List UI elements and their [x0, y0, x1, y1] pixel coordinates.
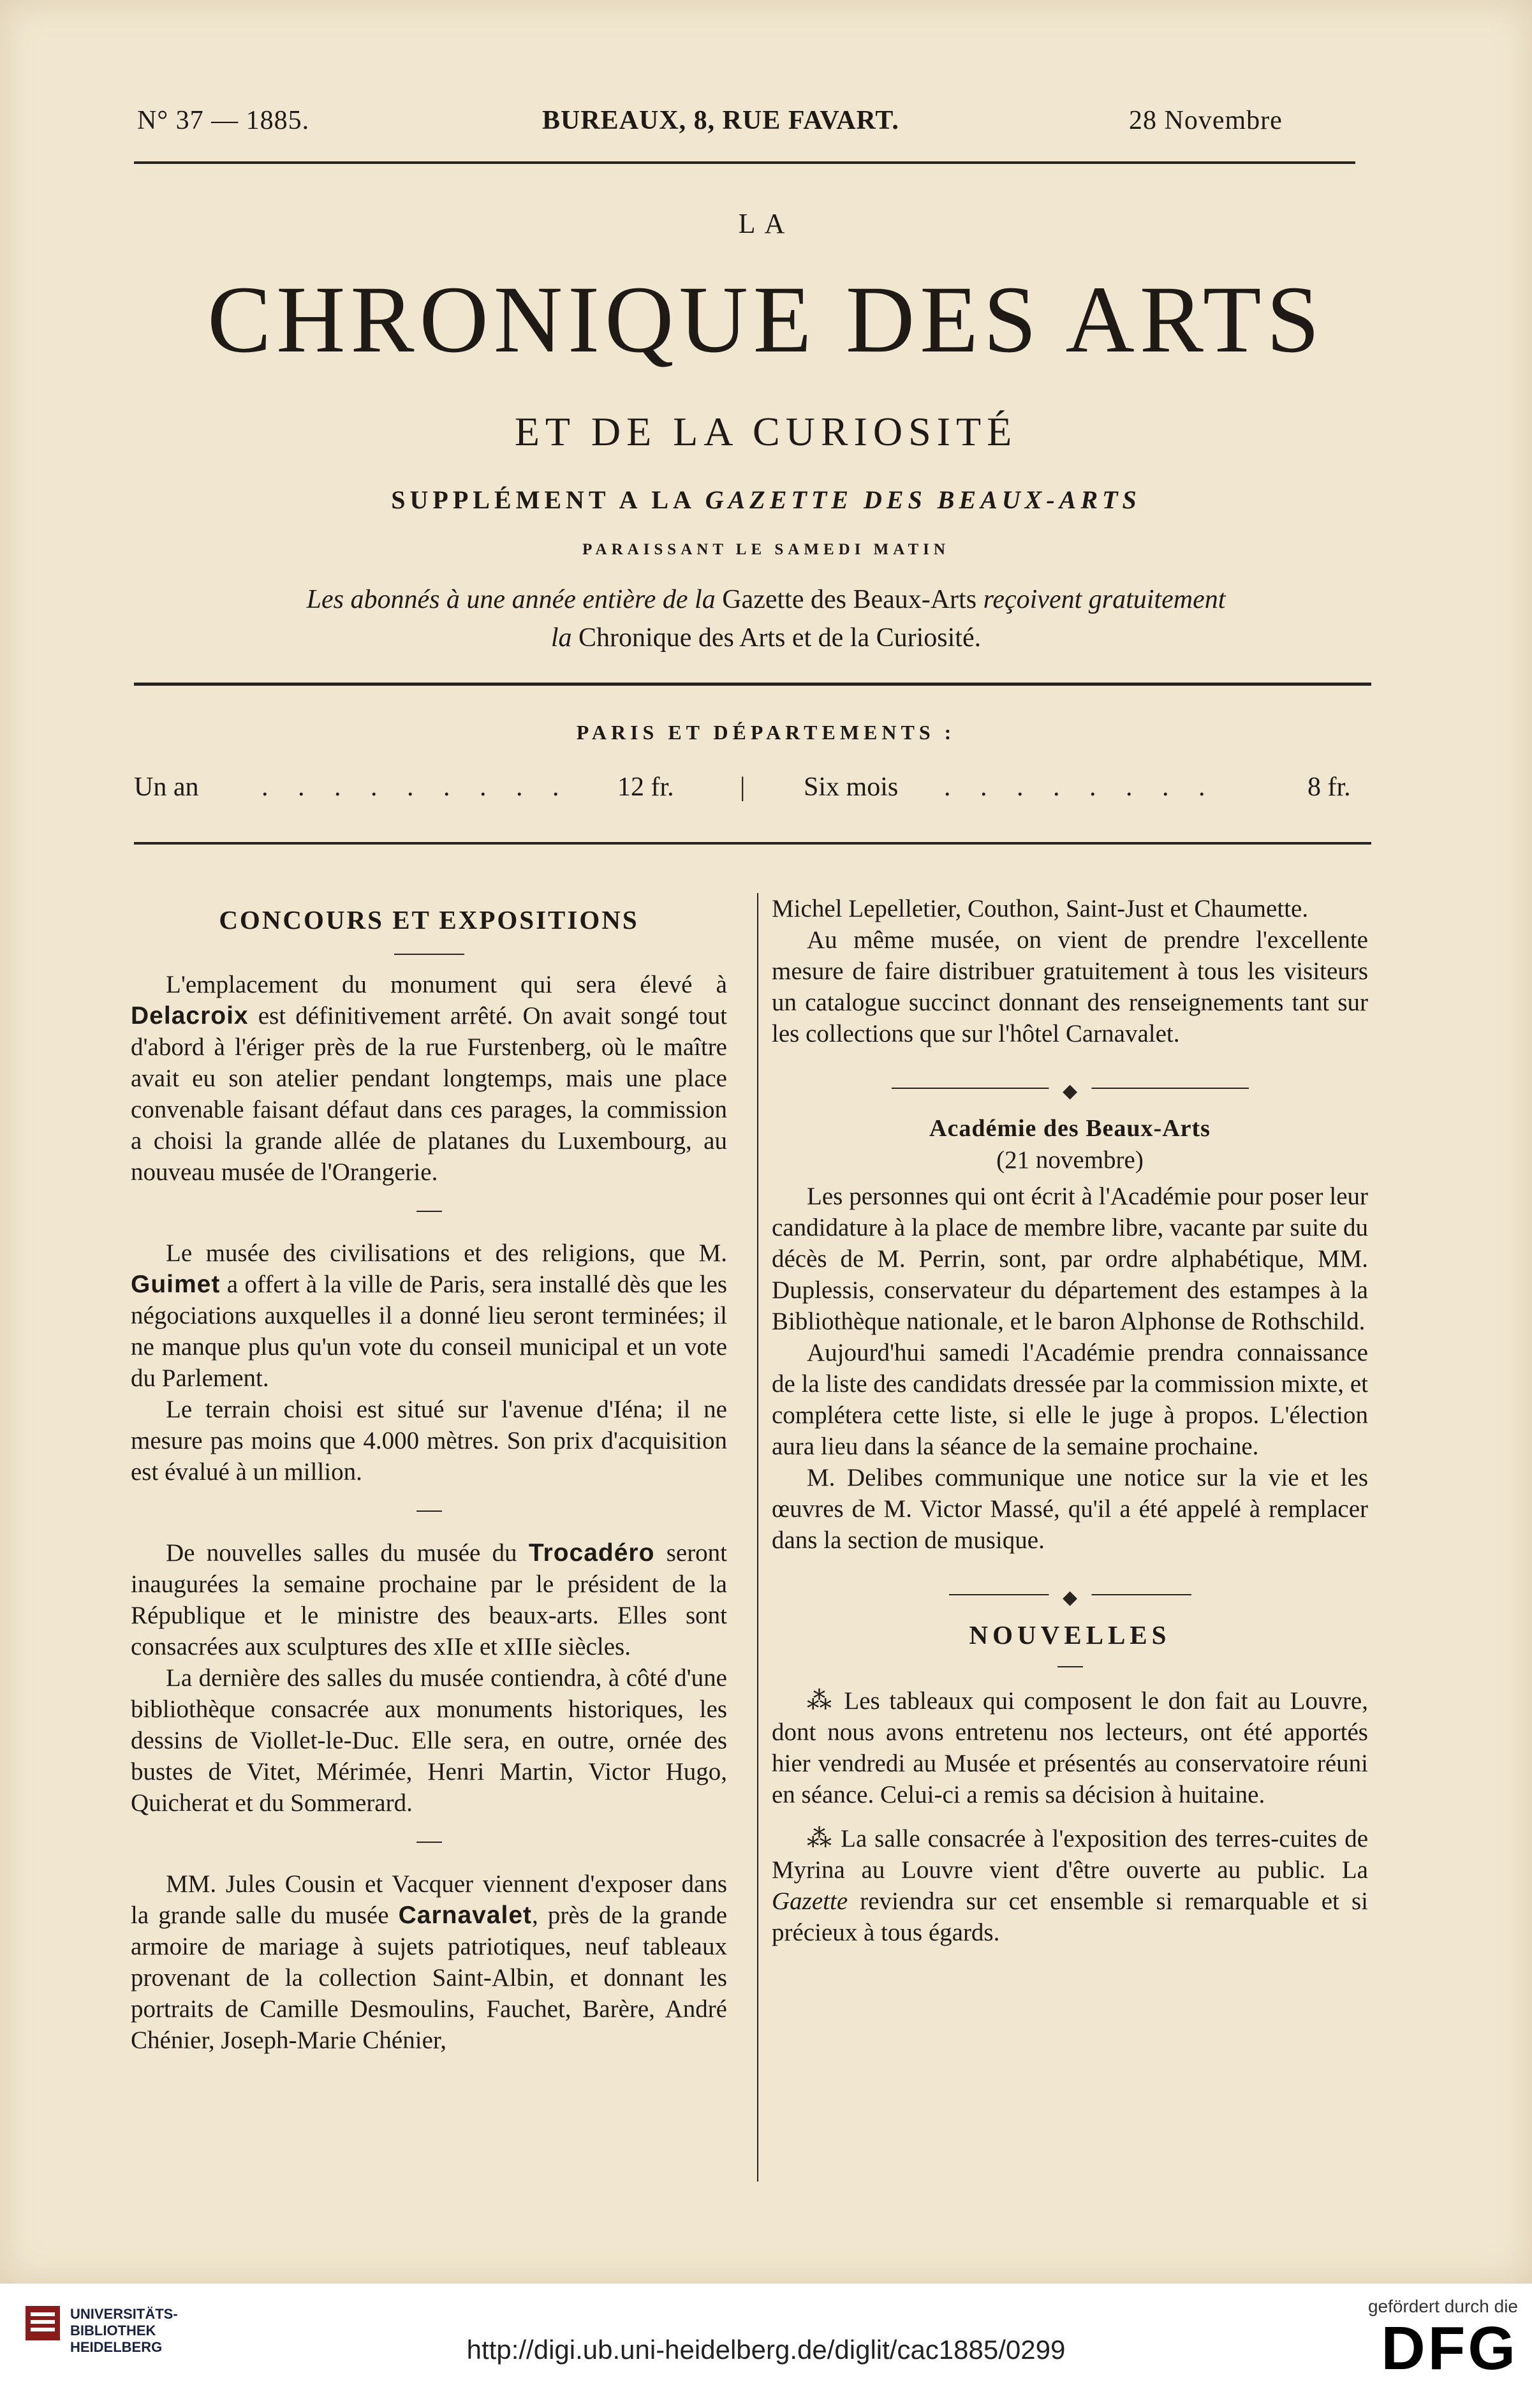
subscription-rule [134, 842, 1371, 845]
source-url-link[interactable]: http://digi.ub.uni-heidelberg.de/diglit/cac1885/0299 [466, 2335, 1066, 2365]
price-separator: | [740, 772, 746, 802]
text-run: seront inaugurées la semaine prochaine par le président de la République et le ministre des beaux-arts. Elles sont consacrées aux sculptures des xIIe et xIIIe siècles. [131, 1539, 728, 1660]
year-dots: . . . . . . . . . [261, 772, 571, 802]
supplement-prefix: SUPPLÉMENT A LA [391, 485, 695, 514]
paragraph-continuation: Michel Lepelletier, Couthon, Saint-Just et Chaumette. [772, 895, 1309, 922]
six-months-dots: . . . . . . . . [944, 772, 1217, 802]
paragraph-delibes: M. Delibes communique une notice sur la vie et les œuvres de M. Victor Massé, qu'il a été appelé à remplacer dans la section de musique. [772, 1464, 1368, 1554]
masthead-frequency: PARAISSANT LE SAMEDI MATIN [582, 541, 950, 558]
header-rule [134, 161, 1355, 164]
subscription-heading: PARIS ET DÉPARTEMENTS : [576, 721, 956, 744]
ornament-divider [892, 1081, 1249, 1095]
dfg-logo-text: DFG [1381, 2314, 1518, 2382]
library-line1: UNIVERSITÄTS- [70, 2306, 178, 2322]
paragraph-myrina [772, 1823, 1368, 1948]
masthead-supplement [0, 485, 1532, 515]
paragraph-trocadero [131, 1537, 727, 1662]
six-months-label: Six mois [804, 772, 899, 802]
separator-dash [416, 1211, 442, 1212]
text-run: MM. Jules Cousin et Vacquer viennent d'exposer dans la grande salle du musée [131, 1870, 727, 1929]
year-price: 12 fr. [617, 772, 674, 802]
name-carnavalet: Carnavalet [398, 1902, 533, 1929]
paragraph-louvre-don: ⁂ Les tableaux qui composent le don fait au Louvre, dont nous avons entretenu nos lecteurs, ont été apportés hier vendredi au Musée et présentés au conservatoire réuni en séance. Celui-ci a remis sa décision à huitaine. [772, 1687, 1368, 1808]
paragraph-delacroix [131, 969, 727, 1188]
name-delacroix: Delacroix [131, 1002, 249, 1030]
separator-dash [416, 1511, 442, 1512]
paragraph-carnavalet [131, 1868, 727, 2056]
name-trocadero: Trocadéro [528, 1539, 655, 1567]
text-run: a offert à la ville de Paris, sera installé dès que les négociations auxquelles il a donné lieu seront terminées; il ne manque plus qu'un vote du conseil municipal et un vote du Parlement. [131, 1271, 727, 1392]
paragraph-candidatures: Les personnes qui ont écrit à l'Académie pour poser leur candidature à la place de membre libre, vacante par suite du décès de M. Perrin, sont, par ordre alphabétique, MM. Duplessis, conservateur du département des estampes à la Bibliothèque nationale, et le baron Alphonse de Rothschild. [772, 1183, 1368, 1335]
issue-number: N° 37 — 1885. [137, 106, 310, 135]
paragraph-terrain: Le terrain choisi est situé sur l'avenue d'Iéna; il ne mesure pas moins que 4.000 mètres. Son prix d'acquisition est évalué à un million. [131, 1396, 727, 1486]
text-run: reviendra sur cet ensemble si remarquable et si précieux à tous égards. [772, 1887, 1369, 1946]
paragraph-guimet [131, 1237, 727, 1394]
left-column [131, 893, 727, 2056]
text-run: Le musée des civilisations et des religions, que M. [166, 1239, 727, 1267]
year-label: Un an [134, 772, 199, 802]
paragraph-catalogue: Au même musée, on vient de prendre l'excellente mesure de faire distribuer gratuitement à tous les visiteurs un catalogue succinct donnant des renseignements tant sur les collections que sur l'hôtel Carnavalet. [772, 926, 1368, 1047]
text-run: De nouvelles salles du musée du [166, 1539, 517, 1567]
masthead-subtitle: ET DE LA CURIOSITÉ [514, 409, 1018, 454]
note-line2-b: Chronique des Arts et de la Curiosité. [578, 623, 982, 653]
section-title-concours: CONCOURS ET EXPOSITIONS [219, 905, 639, 934]
office-address: BUREAUX, 8, RUE FAVART. [542, 106, 899, 135]
text-run: , près de la grande armoire de mariage à sujets patriotiques, neuf tableaux provenant de la collection Saint-Albin, et donnant les portraits de Camille Desmoulins, Fauchet, Barère, André Chénier, Joseph-Marie Chénier, [131, 1902, 727, 2054]
masthead-article: LA [738, 208, 794, 239]
right-column [772, 893, 1368, 1948]
masthead-title: CHRONIQUE DES ARTS [207, 267, 1325, 373]
supplement-journal: GAZETTE DES BEAUX-ARTS [705, 485, 1141, 514]
section-title-nouvelles: NOUVELLES [969, 1620, 1171, 1650]
text-run: est définitivement arrêté. On avait songé tout d'abord à l'ériger près de la rue Furstenberg, où le maître avait eu son atelier pendant longtemps, mais une place convenable faisant défaut dans ces parages, la commission a choisi la grande allée de platanes du Luxembourg, au nouveau musée de l'Orangerie. [131, 1002, 728, 1186]
paragraph-salles: La dernière des salles du musée contiendra, à côté d'une bibliothèque consacrée aux monuments historiques, les dessins de Viollet-le-Duc. Elle sera, en outre, ornée des bustes de Vitet, Mérimée, Henri Martin, Victor Hugo, Quicherat et du Sommerard. [131, 1664, 727, 1817]
six-months-price: 8 fr. [1307, 772, 1351, 802]
funder-logo[interactable] [1314, 2296, 1518, 2381]
separator-dash [416, 1842, 442, 1843]
ornament-divider [949, 1588, 1191, 1602]
note-line2-a: la [550, 623, 572, 653]
section-title-academie: Académie des Beaux-Arts [929, 1115, 1211, 1142]
library-line3: HEIDELBERG [70, 2339, 163, 2355]
library-line2: BIBLIOTHEK [70, 2323, 156, 2338]
paragraph-election: Aujourd'hui samedi l'Académie prendra connaissance de la liste des candidats dressée par la commission mixte, et complétera cette liste, si elle le juge à propos. L'élection aura lieu dans la séance de la semaine prochaine. [772, 1339, 1368, 1460]
gazette-italic: Gazette [772, 1887, 848, 1915]
column-divider [757, 893, 758, 2182]
note-line1-a: Les abonnés à une année entière de la [306, 585, 716, 614]
text-run: ⁂ La salle consacrée à l'exposition des terres-cuites de Myrina au Louvre vient d'être ouverte au public. La [772, 1825, 1368, 1884]
funding-text: gefördert durch die [1367, 2296, 1518, 2316]
name-guimet: Guimet [131, 1271, 221, 1298]
masthead-rule [134, 683, 1371, 686]
subscription-note [0, 580, 1532, 657]
section-dash [394, 954, 464, 955]
text-run: L'emplacement du monument qui sera élevé à [166, 971, 727, 998]
academie-date: (21 novembre) [996, 1146, 1144, 1174]
note-line1-b: Gazette des Beaux-Arts [722, 585, 977, 614]
note-line1-c: reçoivent gratuitement [983, 585, 1226, 614]
issue-date: 28 Novembre [1129, 106, 1283, 135]
section-dash [1057, 1666, 1083, 1667]
